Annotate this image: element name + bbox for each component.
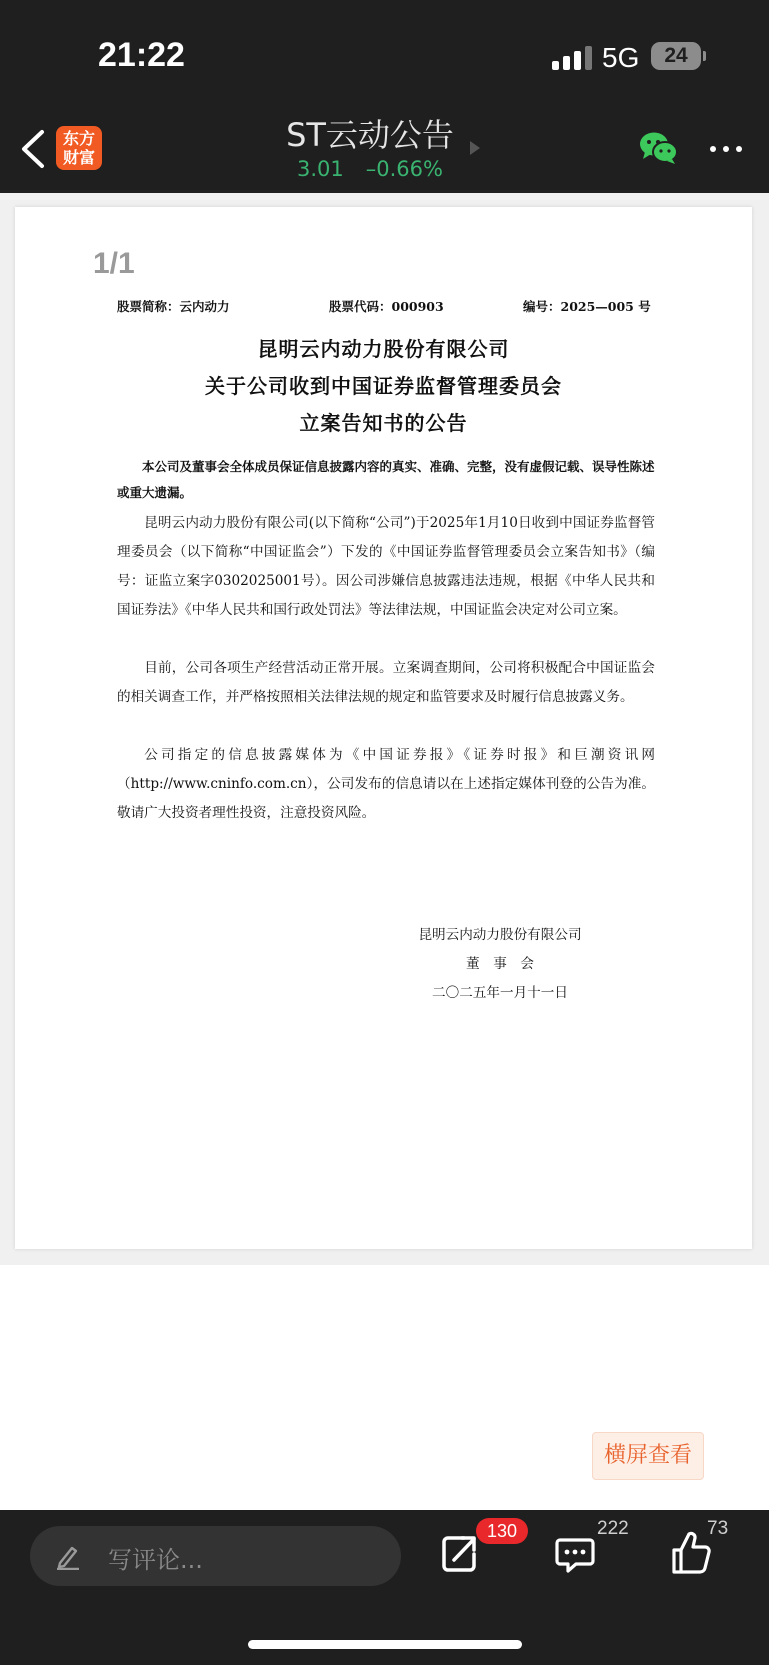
wechat-share-icon[interactable] bbox=[639, 130, 679, 166]
document-page bbox=[15, 207, 752, 1249]
page-title: ST云动公告 bbox=[286, 116, 454, 154]
announcement-meta bbox=[117, 297, 655, 317]
bottom-action-bar bbox=[0, 1510, 769, 1665]
document-viewer[interactable] bbox=[0, 193, 769, 1265]
home-indicator[interactable] bbox=[248, 1640, 522, 1649]
comment-placeholder: 写评论... bbox=[108, 1546, 203, 1574]
caret-right-icon[interactable] bbox=[470, 141, 480, 155]
signature-date: 二〇二五年一月十一日 bbox=[432, 985, 568, 1001]
serial-number-label: 编号：2025—005 号 bbox=[523, 299, 651, 314]
top-header bbox=[0, 0, 769, 193]
stock-code-label: 股票代码：000903 bbox=[329, 299, 444, 314]
comment-count: 222 bbox=[597, 1518, 629, 1539]
cellular-signal-icon bbox=[552, 44, 598, 70]
like-count: 73 bbox=[707, 1518, 729, 1539]
back-button[interactable] bbox=[14, 126, 54, 172]
network-type: 5G bbox=[602, 42, 640, 73]
landscape-view-button[interactable]: 横屏查看 bbox=[592, 1432, 704, 1480]
app-logo[interactable] bbox=[56, 126, 102, 170]
comment-input[interactable] bbox=[30, 1526, 401, 1586]
pencil-icon bbox=[54, 1542, 82, 1570]
battery-icon: 24 bbox=[651, 42, 701, 70]
comment-icon[interactable] bbox=[550, 1528, 600, 1578]
signature-company: 昆明云内动力股份有限公司 bbox=[418, 927, 582, 943]
logo-line-1: 东方 bbox=[62, 129, 95, 148]
logo-line-2: 财富 bbox=[62, 148, 95, 167]
share-count-badge: 130 bbox=[476, 1518, 528, 1544]
signature-board: 董 事 会 bbox=[466, 956, 534, 972]
stock-price: 3.01 bbox=[297, 157, 344, 181]
page-indicator: 1/1 bbox=[93, 247, 135, 280]
doc-title-line-2: 关于公司收到中国证券监督管理委员会 bbox=[205, 374, 562, 398]
paragraph-1: 昆明云内动力股份有限公司(以下简称“公司”)于2025年1月10日收到中国证券监督管理委员会（以下简称“中国证监会”）下发的《中国证券监督管理委员会立案告知书》（编号：证监立案字0302025001号）。因公司涉嫌信息披露违法违规，根据《中华人民共和国证券法》《中华人民共和国行政处罚法》等法律法规，中国证监会决定对公司立案。 bbox=[117, 515, 655, 618]
paragraph-2: 目前，公司各项生产经营活动正常开展。立案调查期间，公司将积极配合中国证监会的相关调查工作，并严格按照相关法律法规的规定和监管要求及时履行信息披露义务。 bbox=[117, 660, 655, 705]
more-icon[interactable] bbox=[710, 136, 744, 160]
board-declaration: 本公司及董事会全体成员保证信息披露内容的真实、准确、完整，没有虚假记载、误导性陈述或重大遗漏。 bbox=[117, 459, 655, 500]
paragraph-3: 公司指定的信息披露媒体为《中国证券报》《证券时报》和巨潮资讯网（http://www.cninfo.com.cn），公司发布的信息请以在上述指定媒体刊登的公告为准。敬请广大投资者理性投资，注意投资风险。 bbox=[117, 747, 655, 821]
doc-title-line-1: 昆明云内动力股份有限公司 bbox=[257, 337, 510, 361]
stock-name-label: 股票简称：云内动力 bbox=[117, 299, 230, 314]
chevron-left-icon bbox=[14, 126, 54, 172]
stock-quote bbox=[200, 157, 540, 181]
battery-tip bbox=[703, 51, 706, 61]
stock-change: –0.66% bbox=[365, 157, 443, 181]
status-time: 21:22 bbox=[98, 36, 185, 74]
doc-title-line-3: 立案告知书的公告 bbox=[299, 411, 468, 435]
